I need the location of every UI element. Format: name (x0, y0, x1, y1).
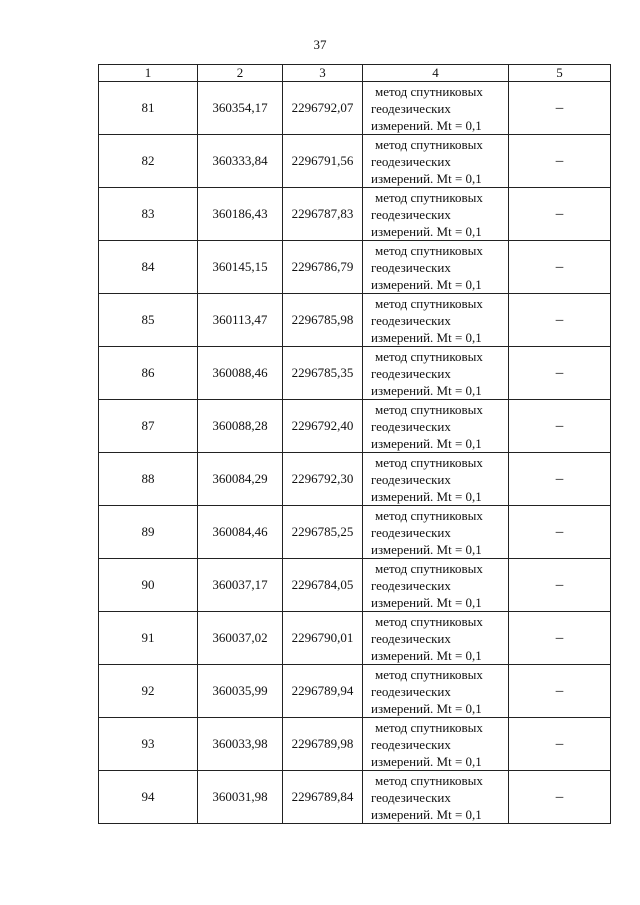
table-row (99, 718, 611, 771)
method-line: метод спутниковых (375, 560, 483, 576)
point-number-cell: 93 (99, 718, 198, 771)
table-row (99, 665, 611, 718)
method-line: измерений. Mt = 0,1 (371, 435, 482, 451)
method-line: геодезических (371, 312, 451, 328)
y-coordinate-cell: 2296792,30 (283, 453, 363, 506)
header-col-2: 2 (198, 65, 283, 82)
method-line: геодезических (371, 789, 451, 805)
table-row (99, 241, 611, 294)
method-line: метод спутниковых (375, 295, 483, 311)
method-line: метод спутниковых (375, 189, 483, 205)
point-number-cell: 84 (99, 241, 198, 294)
note-cell: – (509, 347, 611, 400)
point-number-cell: 94 (99, 771, 198, 824)
note-cell: – (509, 718, 611, 771)
table-row (99, 612, 611, 665)
method-cell (363, 188, 509, 241)
x-coordinate-cell: 360031,98 (198, 771, 283, 824)
method-cell (363, 241, 509, 294)
table-row (99, 506, 611, 559)
method-line: измерений. Mt = 0,1 (371, 488, 482, 504)
table-row (99, 135, 611, 188)
header-col-1: 1 (99, 65, 198, 82)
point-number-cell: 91 (99, 612, 198, 665)
method-line: измерений. Mt = 0,1 (371, 329, 482, 345)
y-coordinate-cell: 2296789,94 (283, 665, 363, 718)
method-line: метод спутниковых (375, 719, 483, 735)
note-cell: – (509, 771, 611, 824)
y-coordinate-cell: 2296785,35 (283, 347, 363, 400)
x-coordinate-cell: 360113,47 (198, 294, 283, 347)
x-coordinate-cell: 360333,84 (198, 135, 283, 188)
x-coordinate-cell: 360145,15 (198, 241, 283, 294)
x-coordinate-cell: 360035,99 (198, 665, 283, 718)
method-line: метод спутниковых (375, 772, 483, 788)
method-cell (363, 665, 509, 718)
method-cell (363, 400, 509, 453)
y-coordinate-cell: 2296786,79 (283, 241, 363, 294)
y-coordinate-cell: 2296789,84 (283, 771, 363, 824)
method-line: измерений. Mt = 0,1 (371, 806, 482, 822)
method-line: геодезических (371, 365, 451, 381)
point-number-cell: 87 (99, 400, 198, 453)
point-number-cell: 92 (99, 665, 198, 718)
x-coordinate-cell: 360088,28 (198, 400, 283, 453)
method-line: геодезических (371, 418, 451, 434)
method-line: метод спутниковых (375, 613, 483, 629)
table-body (99, 82, 611, 824)
table-row (99, 82, 611, 135)
method-line: метод спутниковых (375, 401, 483, 417)
y-coordinate-cell: 2296785,98 (283, 294, 363, 347)
point-number-cell: 83 (99, 188, 198, 241)
y-coordinate-cell: 2296785,25 (283, 506, 363, 559)
method-line: геодезических (371, 683, 451, 699)
method-cell (363, 294, 509, 347)
point-number-cell: 88 (99, 453, 198, 506)
table-header-row (99, 65, 611, 82)
note-cell: – (509, 612, 611, 665)
method-line: геодезических (371, 471, 451, 487)
method-line: геодезических (371, 206, 451, 222)
method-line: геодезических (371, 259, 451, 275)
y-coordinate-cell: 2296790,01 (283, 612, 363, 665)
method-line: измерений. Mt = 0,1 (371, 382, 482, 398)
note-cell: – (509, 559, 611, 612)
method-line: геодезических (371, 100, 451, 116)
method-line: измерений. Mt = 0,1 (371, 647, 482, 663)
point-number-cell: 81 (99, 82, 198, 135)
method-cell (363, 771, 509, 824)
method-cell (363, 612, 509, 665)
coordinates-table (98, 64, 611, 824)
method-line: геодезических (371, 524, 451, 540)
y-coordinate-cell: 2296792,07 (283, 82, 363, 135)
method-line: геодезических (371, 630, 451, 646)
header-col-4: 4 (363, 65, 509, 82)
method-line: измерений. Mt = 0,1 (371, 700, 482, 716)
x-coordinate-cell: 360088,46 (198, 347, 283, 400)
method-line: геодезических (371, 577, 451, 593)
method-cell (363, 135, 509, 188)
method-line: измерений. Mt = 0,1 (371, 117, 482, 133)
method-line: метод спутниковых (375, 83, 483, 99)
note-cell: – (509, 665, 611, 718)
method-cell (363, 82, 509, 135)
point-number-cell: 82 (99, 135, 198, 188)
x-coordinate-cell: 360033,98 (198, 718, 283, 771)
page-number: 37 (313, 37, 327, 52)
y-coordinate-cell: 2296784,05 (283, 559, 363, 612)
y-coordinate-cell: 2296789,98 (283, 718, 363, 771)
header-col-5: 5 (509, 65, 611, 82)
method-line: метод спутниковых (375, 666, 483, 682)
x-coordinate-cell: 360084,29 (198, 453, 283, 506)
x-coordinate-cell: 360084,46 (198, 506, 283, 559)
method-line: измерений. Mt = 0,1 (371, 276, 482, 292)
method-cell (363, 718, 509, 771)
y-coordinate-cell: 2296792,40 (283, 400, 363, 453)
table-row (99, 294, 611, 347)
method-line: измерений. Mt = 0,1 (371, 594, 482, 610)
note-cell: – (509, 294, 611, 347)
note-cell: – (509, 241, 611, 294)
method-line: метод спутниковых (375, 348, 483, 364)
note-cell: – (509, 188, 611, 241)
method-line: измерений. Mt = 0,1 (371, 753, 482, 769)
method-line: измерений. Mt = 0,1 (371, 170, 482, 186)
y-coordinate-cell: 2296791,56 (283, 135, 363, 188)
table-row (99, 453, 611, 506)
method-line: метод спутниковых (375, 242, 483, 258)
point-number-cell: 86 (99, 347, 198, 400)
table-row (99, 771, 611, 824)
note-cell: – (509, 453, 611, 506)
table-row (99, 400, 611, 453)
method-line: геодезических (371, 153, 451, 169)
method-line: геодезических (371, 736, 451, 752)
method-cell (363, 453, 509, 506)
table-row (99, 347, 611, 400)
table-row (99, 188, 611, 241)
method-line: метод спутниковых (375, 454, 483, 470)
method-line: метод спутниковых (375, 136, 483, 152)
method-line: измерений. Mt = 0,1 (371, 223, 482, 239)
x-coordinate-cell: 360037,02 (198, 612, 283, 665)
method-cell (363, 559, 509, 612)
x-coordinate-cell: 360186,43 (198, 188, 283, 241)
method-line: метод спутниковых (375, 507, 483, 523)
note-cell: – (509, 82, 611, 135)
note-cell: – (509, 506, 611, 559)
note-cell: – (509, 400, 611, 453)
note-cell: – (509, 135, 611, 188)
method-line: измерений. Mt = 0,1 (371, 541, 482, 557)
header-col-3: 3 (283, 65, 363, 82)
table-row (99, 559, 611, 612)
y-coordinate-cell: 2296787,83 (283, 188, 363, 241)
x-coordinate-cell: 360354,17 (198, 82, 283, 135)
point-number-cell: 85 (99, 294, 198, 347)
point-number-cell: 89 (99, 506, 198, 559)
method-cell (363, 347, 509, 400)
x-coordinate-cell: 360037,17 (198, 559, 283, 612)
point-number-cell: 90 (99, 559, 198, 612)
method-cell (363, 506, 509, 559)
